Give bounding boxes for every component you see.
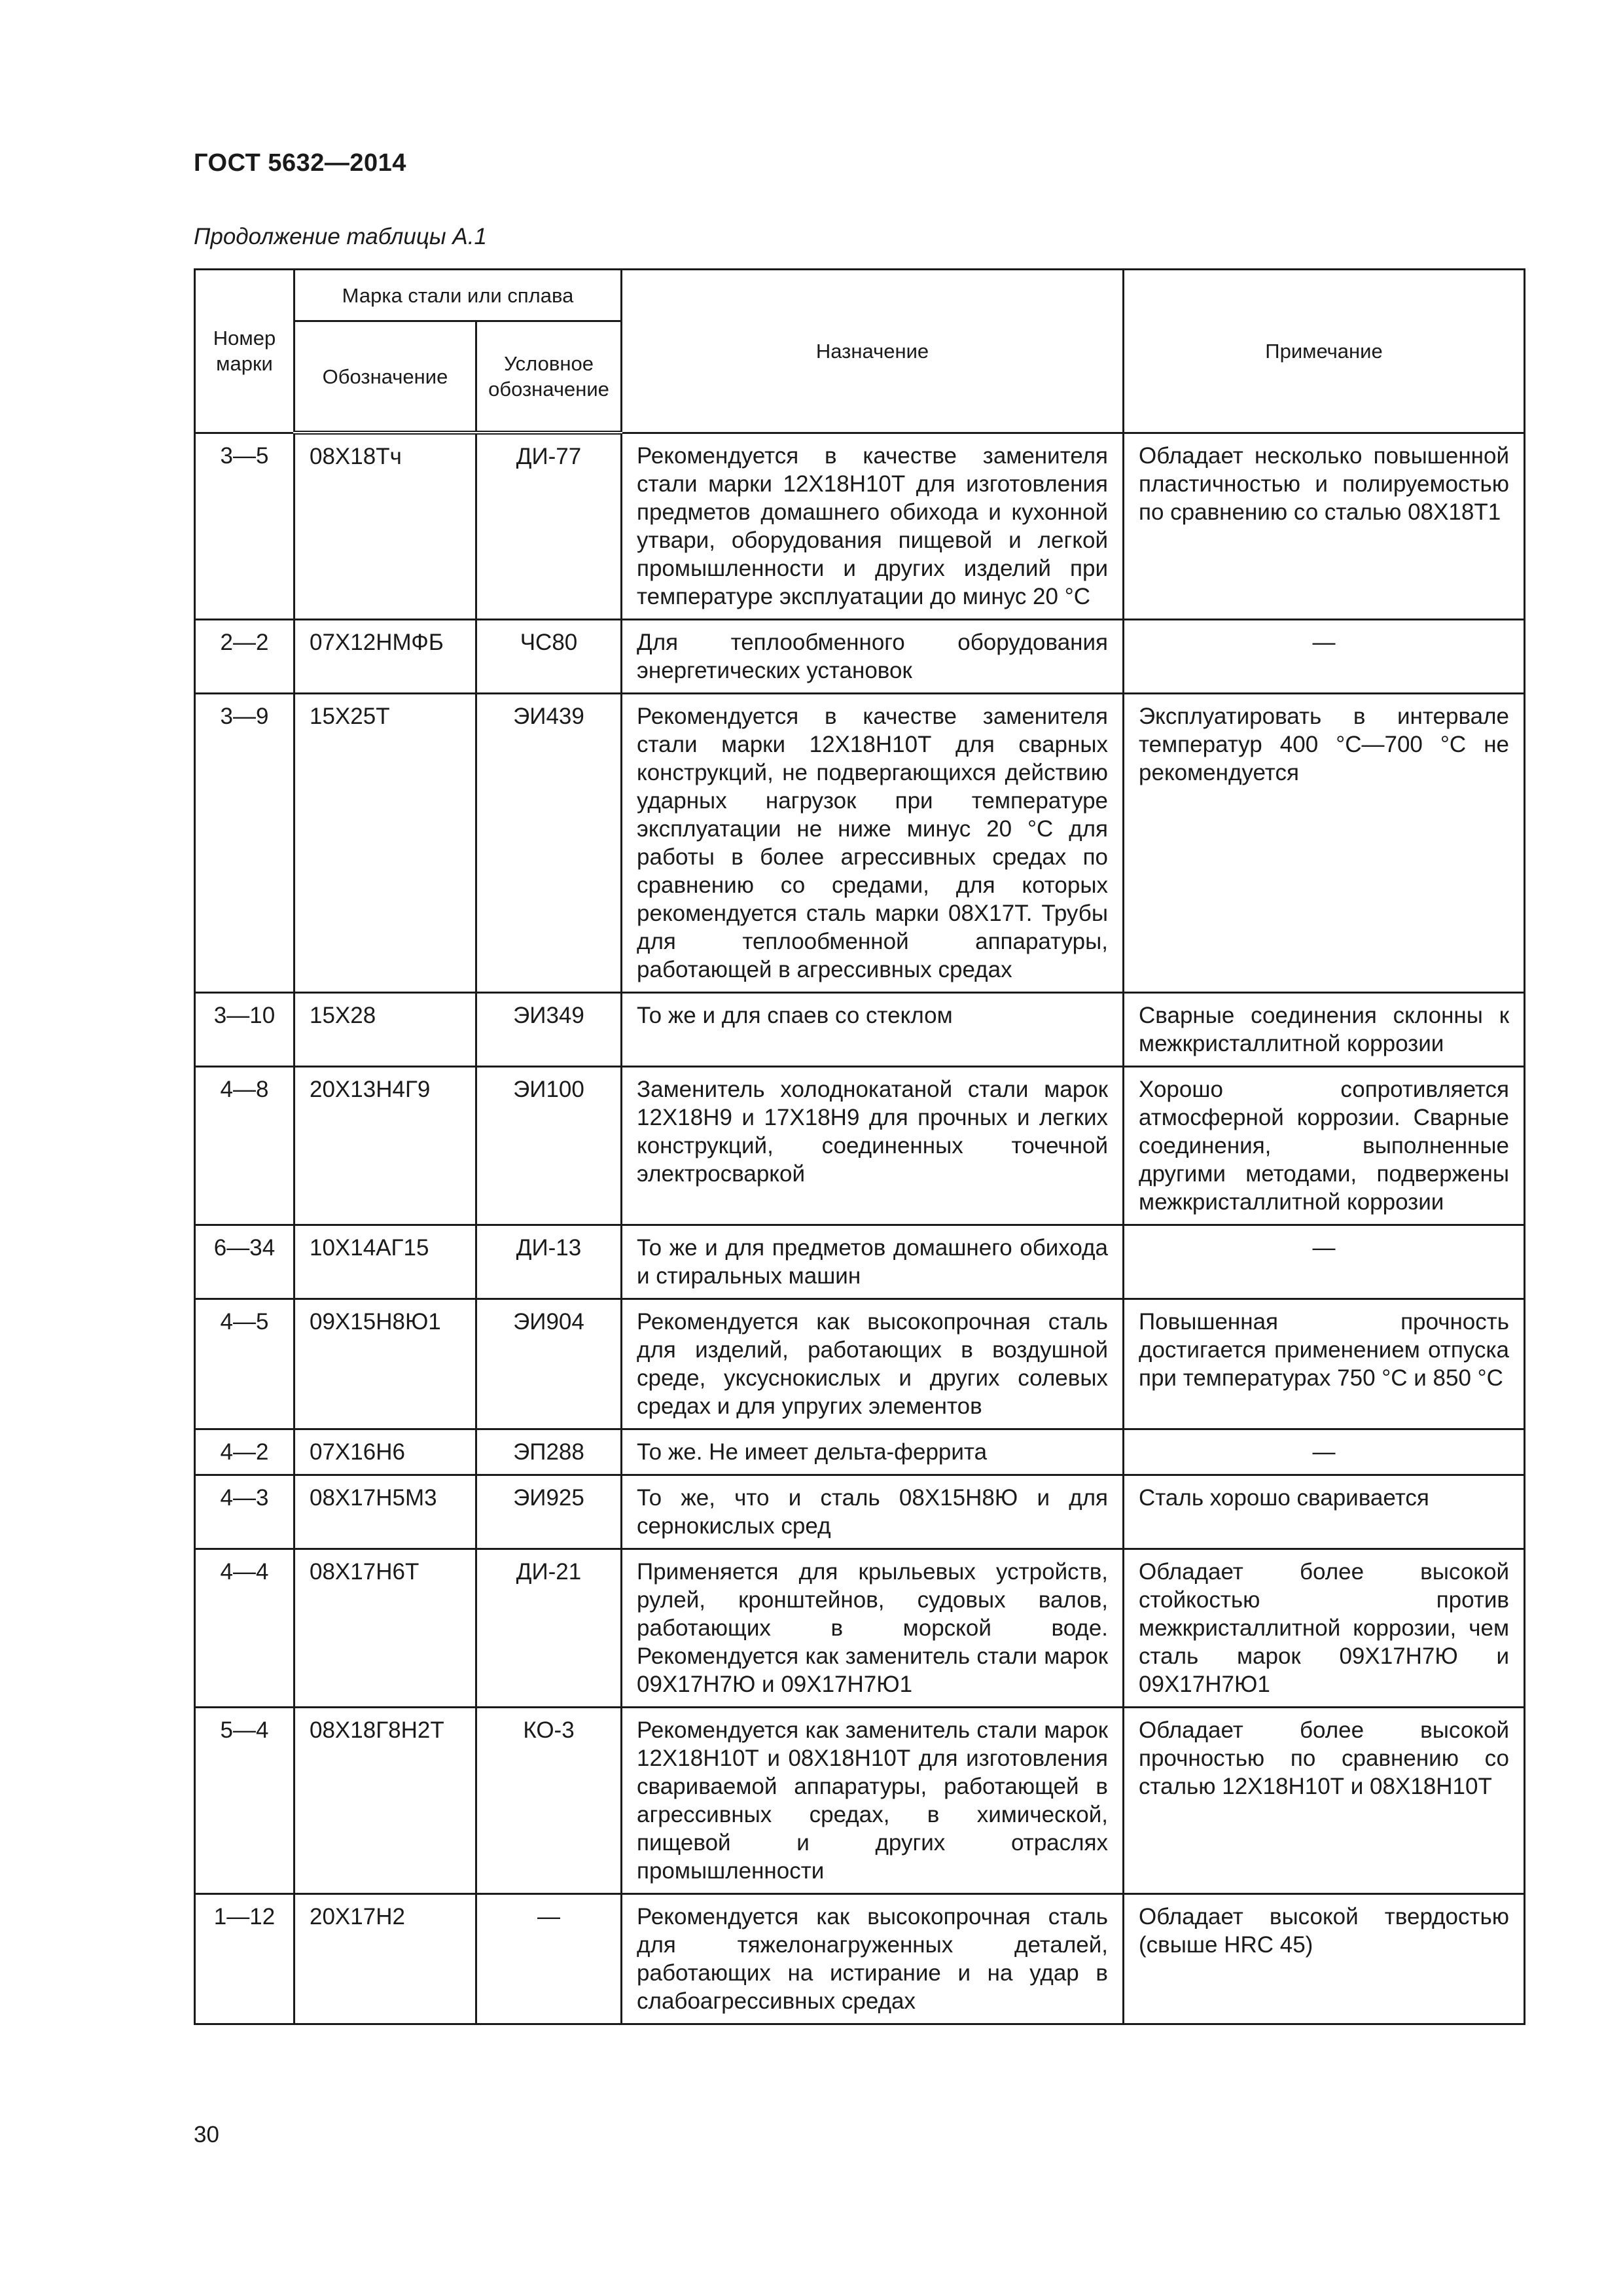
cell-conditional: — <box>476 1893 622 2024</box>
cell-purpose: То же и для спаев со стеклом <box>622 992 1124 1066</box>
col-header-grade-group: Марка стали или сплава <box>294 270 622 321</box>
table-row <box>195 1066 1525 1225</box>
cell-purpose: То же. Не имеет дельта-феррита <box>622 1429 1124 1475</box>
cell-designation: 15Х25Т <box>294 693 476 992</box>
cell-purpose: Заменитель холоднокатаной стали марок 12Х18Н9 и 17Х18Н9 для прочных и легких конструкций, соединенных точечной электросваркой <box>622 1066 1124 1225</box>
cell-designation: 10Х14АГ15 <box>294 1225 476 1299</box>
cell-conditional: ДИ-21 <box>476 1549 622 1707</box>
cell-designation: 08Х17Н6Т <box>294 1549 476 1707</box>
cell-number: 4—2 <box>195 1429 294 1475</box>
table-row <box>195 693 1525 992</box>
cell-number: 3—5 <box>195 433 294 619</box>
cell-purpose: Рекомендуется как заменитель стали марок 12Х18Н10Т и 08Х18Н10Т для изготовления свариваемой аппаратуры, работающей в агрессивных средах, в химической, пищевой и других отраслях промышленности <box>622 1707 1124 1893</box>
cell-note: Обладает несколько повышенной пластичностью и полируемостью по сравнению со сталью 08Х18Т1 <box>1124 433 1525 619</box>
cell-purpose: То же, что и сталь 08Х15Н8Ю и для сернокислых сред <box>622 1475 1124 1549</box>
cell-note: Сварные соединения склонны к межкристаллитной коррозии <box>1124 992 1525 1066</box>
cell-note: Эксплуатировать в интервале температур 400 °С—700 °С не рекомендуется <box>1124 693 1525 992</box>
cell-purpose: То же и для предметов домашнего обихода и стиральных машин <box>622 1225 1124 1299</box>
cell-purpose: Рекомендуется в качестве заменителя стали марки 12Х18Н10Т для сварных конструкций, не подвергающихся действию ударных нагрузок при температуре эксплуатации не ниже минус 20 °С для работы в более агрессивных средах по сравнению со средами, для которых рекомендуется сталь марки 08Х17Т. Трубы для теплообменной аппаратуры, работающей в агрессивных средах <box>622 693 1124 992</box>
table-row <box>195 1475 1525 1549</box>
table-header-row <box>195 270 1525 321</box>
cell-note: Повышенная прочность достигается применением отпуска при температурах 750 °С и 850 °С <box>1124 1299 1525 1429</box>
cell-note: Обладает более высокой прочностью по сравнению со сталью 12Х18Н10Т и 08Х18Н10Т <box>1124 1707 1525 1893</box>
cell-number: 6—34 <box>195 1225 294 1299</box>
col-header-purpose: Назначение <box>622 270 1124 433</box>
table-row <box>195 1225 1525 1299</box>
cell-designation: 15Х28 <box>294 992 476 1066</box>
table-row <box>195 1707 1525 1893</box>
cell-conditional: ДИ-13 <box>476 1225 622 1299</box>
cell-number: 5—4 <box>195 1707 294 1893</box>
cell-number: 4—3 <box>195 1475 294 1549</box>
cell-number: 1—12 <box>195 1893 294 2024</box>
col-header-note: Примечание <box>1124 270 1525 433</box>
col-header-number: Номер марки <box>195 270 294 433</box>
cell-conditional: ЭИ904 <box>476 1299 622 1429</box>
cell-designation: 08Х18Тч <box>294 433 476 619</box>
cell-designation: 08Х18Г8Н2Т <box>294 1707 476 1893</box>
table-body <box>195 433 1525 2024</box>
cell-designation: 07Х12НМФБ <box>294 619 476 693</box>
cell-conditional: ЭП288 <box>476 1429 622 1475</box>
cell-note: — <box>1124 1225 1525 1299</box>
cell-conditional: КО-3 <box>476 1707 622 1893</box>
cell-note: — <box>1124 619 1525 693</box>
col-header-conditional: Условное обозначение <box>476 321 622 433</box>
cell-purpose: Рекомендуется как высокопрочная сталь для изделий, работающих в воздушной среде, уксуснокислых и других солевых средах и для упругих элементов <box>622 1299 1124 1429</box>
table-row <box>195 619 1525 693</box>
table-row <box>195 1299 1525 1429</box>
cell-number: 3—9 <box>195 693 294 992</box>
cell-conditional: ДИ-77 <box>476 433 622 619</box>
cell-purpose: Для теплообменного оборудования энергетических установок <box>622 619 1124 693</box>
cell-conditional: ЭИ925 <box>476 1475 622 1549</box>
cell-purpose: Рекомендуется как высокопрочная сталь для тяжелонагруженных деталей, работающих на истирание и на удар в слабоагрессивных средах <box>622 1893 1124 2024</box>
steel-grades-table <box>194 268 1525 2025</box>
table-row <box>195 1893 1525 2024</box>
cell-conditional: ЭИ439 <box>476 693 622 992</box>
cell-note: — <box>1124 1429 1525 1475</box>
table-row <box>195 992 1525 1066</box>
cell-purpose: Рекомендуется в качестве заменителя стали марки 12Х18Н10Т для изготовления предметов домашнего обихода и кухонной утвари, оборудования пищевой и легкой промышленности и других изделий при температуре эксплуатации до минус 20 °С <box>622 433 1124 619</box>
cell-designation: 20Х17Н2 <box>294 1893 476 2024</box>
cell-number: 2—2 <box>195 619 294 693</box>
table-row <box>195 1429 1525 1475</box>
cell-designation: 20Х13Н4Г9 <box>294 1066 476 1225</box>
cell-purpose: Применяется для крыльевых устройств, рулей, кронштейнов, судовых валов, работающих в морской воде. Рекомендуется как заменитель стали марок 09Х17Н7Ю и 09Х17Н7Ю1 <box>622 1549 1124 1707</box>
cell-conditional: ЭИ349 <box>476 992 622 1066</box>
cell-number: 4—4 <box>195 1549 294 1707</box>
cell-designation: 07Х16Н6 <box>294 1429 476 1475</box>
cell-note: Сталь хорошо сваривается <box>1124 1475 1525 1549</box>
cell-note: Обладает более высокой стойкостью против межкристаллитной коррозии, чем сталь марок 09Х17Н7Ю и 09Х17Н7Ю1 <box>1124 1549 1525 1707</box>
cell-designation: 08Х17Н5М3 <box>294 1475 476 1549</box>
cell-conditional: ЭИ100 <box>476 1066 622 1225</box>
table-row <box>195 1549 1525 1707</box>
cell-conditional: ЧС80 <box>476 619 622 693</box>
cell-designation: 09Х15Н8Ю1 <box>294 1299 476 1429</box>
cell-number: 4—5 <box>195 1299 294 1429</box>
document-header: ГОСТ 5632—2014 <box>194 149 406 177</box>
page-number: 30 <box>194 2122 219 2147</box>
cell-note: Хорошо сопротивляется атмосферной коррозии. Сварные соединения, выполненные другими методами, подвержены межкристаллитной коррозии <box>1124 1066 1525 1225</box>
cell-number: 4—8 <box>195 1066 294 1225</box>
cell-number: 3—10 <box>195 992 294 1066</box>
cell-note: Обладает высокой твердостью (свыше HRC 45) <box>1124 1893 1525 2024</box>
col-header-designation: Обозначение <box>294 321 476 433</box>
table-row <box>195 433 1525 619</box>
table-caption: Продолжение таблицы А.1 <box>194 224 487 249</box>
